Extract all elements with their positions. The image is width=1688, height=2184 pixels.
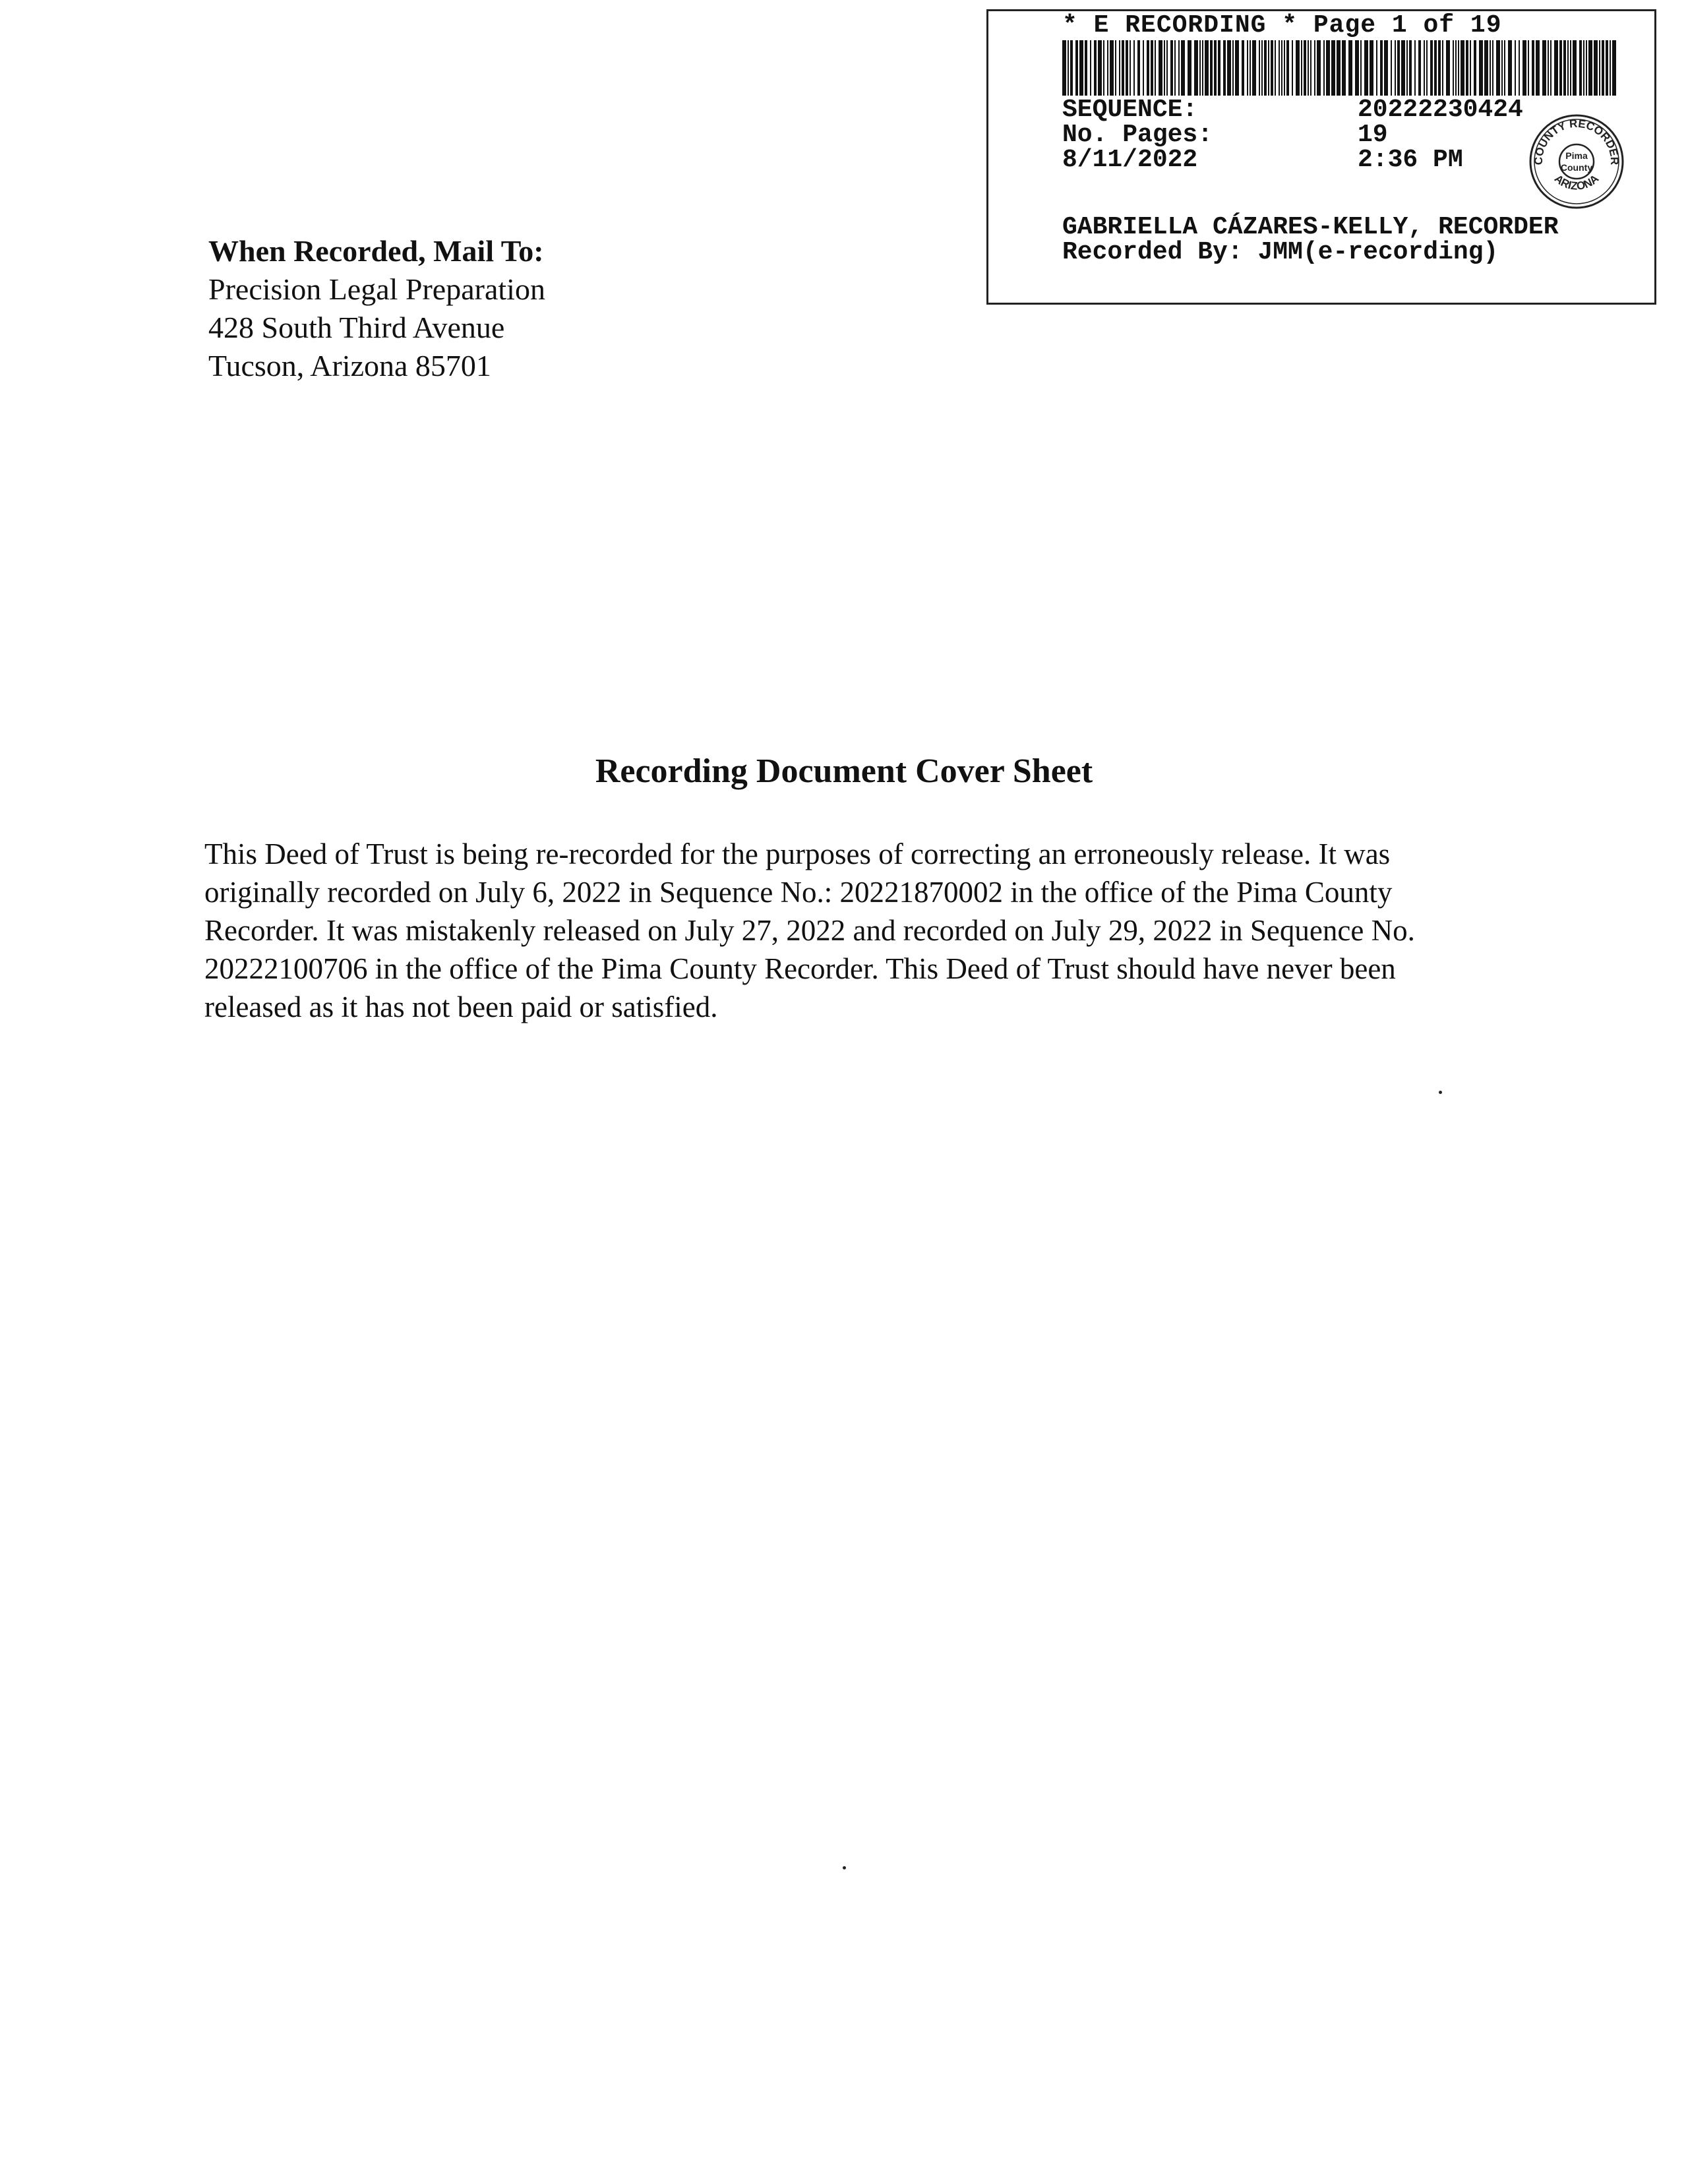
barcode-bar [1484, 40, 1488, 96]
barcode-bar [1218, 40, 1221, 96]
record-time: 2:36 PM [1358, 146, 1463, 174]
barcode-bar [1384, 40, 1388, 96]
barcode-bar [1434, 40, 1437, 96]
barcode-bar [1232, 40, 1234, 96]
barcode-bar [1606, 40, 1608, 96]
barcode-bar [1426, 40, 1428, 96]
barcode-bar [1612, 40, 1616, 96]
barcode-bar [1281, 40, 1282, 96]
recorded-by: Recorded By: JMM(e-recording) [1062, 238, 1499, 266]
barcode-bar [1170, 40, 1173, 96]
county-seal-icon [1528, 113, 1625, 210]
barcode-bar [1376, 40, 1377, 96]
barcode-bar [1455, 40, 1457, 96]
barcode-bar [1522, 40, 1526, 96]
seal-center-bottom: County [1560, 162, 1593, 173]
barcode-bar [1424, 40, 1425, 96]
mail-to-line2: 428 South Third Avenue [208, 311, 505, 344]
barcode-bar [1174, 40, 1176, 96]
barcode-bar [1492, 40, 1493, 96]
barcode-bar [1573, 40, 1577, 96]
barcode-bar [1504, 40, 1505, 96]
barcode-bar [1235, 40, 1239, 96]
document-body: This Deed of Trust is being re-recorded for the purposes of correcting an erroneously release. It was originally recorded on July 6, 2022 in Sequence No.: 20221870002 in the office of the Pima County Recorder. It was mistakenly released on July 27, 2022 and recorded on July 29, 2022 in Sequence No. 20222100706 in the office of the Pima County Recorder. This Deed of Trust should have never been released as it has not been paid or satisfied. [204, 837, 1415, 1023]
barcode-bar [1355, 40, 1359, 96]
barcode-bar [1474, 40, 1476, 96]
barcode-bar [1271, 40, 1273, 96]
barcode-bar [1550, 40, 1552, 96]
barcode-bar [1323, 40, 1325, 96]
barcode-bar [1199, 40, 1201, 96]
barcode-bar [1508, 40, 1512, 96]
barcode-bar [1438, 40, 1441, 96]
barcode-bar [1496, 40, 1500, 96]
barcode-bar [1310, 40, 1311, 96]
barcode-bar [1563, 40, 1566, 96]
barcode-bar [1570, 40, 1571, 96]
barcode-bar [1515, 40, 1516, 96]
barcode-bar [1070, 40, 1073, 96]
barcode-bar [1115, 40, 1116, 96]
barcode-bar [1317, 40, 1321, 96]
barcode-bar [1133, 40, 1135, 96]
barcode-bar [1296, 40, 1300, 96]
barcode-bar [1261, 40, 1263, 96]
barcode-bar [1588, 40, 1592, 96]
barcode-bar [1301, 40, 1302, 96]
stray-mark [843, 1866, 846, 1869]
barcode-bar [1370, 40, 1373, 96]
barcode-bar [1348, 40, 1352, 96]
barcode-bar [1143, 40, 1144, 96]
barcode-bar [1418, 40, 1421, 96]
barcode-bar [1536, 40, 1540, 96]
barcode-bar [1337, 40, 1341, 96]
barcode-bar [1602, 40, 1604, 96]
pages-label: No. Pages: [1062, 121, 1213, 149]
barcode-bar [1202, 40, 1203, 96]
seal-outer-text: COUNTY RECORDER [1532, 117, 1621, 166]
barcode-bar [1147, 40, 1149, 96]
barcode-bar [1178, 40, 1180, 96]
barcode-bar [1103, 40, 1104, 96]
barcode-bar [1286, 40, 1289, 96]
barcode-bar [1107, 40, 1108, 96]
barcode-bar [1223, 40, 1226, 96]
pages-value: 19 [1358, 121, 1388, 149]
barcode-bar [1119, 40, 1120, 96]
barcode-bar [1414, 40, 1416, 96]
barcode-bar [1380, 40, 1383, 96]
record-date: 8/11/2022 [1062, 146, 1198, 174]
barcode-bar [1090, 40, 1091, 96]
barcode-bar [1397, 40, 1400, 96]
barcode-bar [1610, 40, 1611, 96]
recorder-name: GABRIELLA CÁZARES-KELLY, RECORDER [1062, 213, 1559, 241]
barcode-bar [1247, 40, 1248, 96]
barcode-bar [1554, 40, 1558, 96]
barcode-bar [1188, 40, 1191, 96]
recording-stamp [986, 9, 1656, 305]
barcode-bar [1409, 40, 1412, 96]
barcode-bar [1453, 40, 1454, 96]
barcode-bar [1227, 40, 1231, 96]
barcode-bar [1292, 40, 1293, 96]
barcode-bar [1542, 40, 1546, 96]
barcode-bar [1259, 40, 1260, 96]
barcode-bar [1181, 40, 1185, 96]
barcode-bar [1252, 40, 1256, 96]
sequence-label: SEQUENCE: [1062, 96, 1198, 124]
barcode-bar [1326, 40, 1330, 96]
document-title: Recording Document Cover Sheet [595, 752, 1093, 790]
barcode-bar [1594, 40, 1598, 96]
barcode-bar [1583, 40, 1584, 96]
barcode-bar [1126, 40, 1128, 96]
barcode-bar [1479, 40, 1483, 96]
barcode-bar [1275, 40, 1276, 96]
barcode-bar [1470, 40, 1471, 96]
barcode-bar [1194, 40, 1198, 96]
barcode-bar [1159, 40, 1162, 96]
barcode-bar [1446, 40, 1450, 96]
barcode-bar [1308, 40, 1309, 96]
mail-to-block [208, 232, 545, 385]
mail-to-line1: Precision Legal Preparation [208, 272, 545, 306]
barcode-bar [1137, 40, 1140, 96]
barcode-bar [1501, 40, 1503, 96]
barcode-bar [1360, 40, 1362, 96]
barcode-bar [1406, 40, 1408, 96]
sequence-value: 20222230424 [1358, 96, 1523, 124]
barcode-bar [1395, 40, 1396, 96]
barcode-bar [1490, 40, 1491, 96]
barcode-bar [1430, 40, 1433, 96]
barcode-bar [1130, 40, 1131, 96]
barcode-bar [1442, 40, 1443, 96]
barcode-bar [1342, 40, 1346, 96]
barcode-bar [1098, 40, 1102, 96]
barcode-bar [1166, 40, 1168, 96]
barcode-bar [1164, 40, 1165, 96]
barcode-bar [1110, 40, 1114, 96]
barcode-bar [1304, 40, 1306, 96]
barcode-bar [1155, 40, 1156, 96]
barcode-bar [1391, 40, 1392, 96]
barcode-bar [1559, 40, 1562, 96]
seal-bottom-text: ARIZONA [1552, 172, 1602, 193]
barcode-bar [1567, 40, 1569, 96]
barcode-bar [1364, 40, 1368, 96]
barcode-bar [1279, 40, 1280, 96]
barcode-bar [1331, 40, 1335, 96]
barcode-bar [1466, 40, 1468, 96]
barcode-bar [1210, 40, 1213, 96]
stray-mark [1439, 1091, 1442, 1094]
barcode-bar [1242, 40, 1244, 96]
barcode-bar [1401, 40, 1405, 96]
barcode-bar [1250, 40, 1251, 96]
barcode-bar [1062, 40, 1066, 96]
barcode-bar [1284, 40, 1285, 96]
barcode-bar [1519, 40, 1520, 96]
barcode-bar [1461, 40, 1464, 96]
stamp-header: * E RECORDING * Page 1 of 19 [1062, 11, 1502, 40]
barcode-bar [1214, 40, 1217, 96]
barcode-bar [1599, 40, 1600, 96]
seal-center-top: Pima [1565, 150, 1588, 161]
barcode-bar [1085, 40, 1087, 96]
barcode-bar [1314, 40, 1315, 96]
barcode-bar [1458, 40, 1459, 96]
barcode-bar [1532, 40, 1534, 96]
svg-text:ARIZONA [1552, 172, 1602, 193]
barcode-bar [1075, 40, 1078, 96]
mail-to-label: When Recorded, Mail To: [208, 234, 544, 268]
barcode-bar [1579, 40, 1582, 96]
barcode-bar [1528, 40, 1529, 96]
barcode-bar [1079, 40, 1083, 96]
barcode-bar [1094, 40, 1097, 96]
barcode-bar [1586, 40, 1587, 96]
barcode-bar [1205, 40, 1209, 96]
barcode-bar [1122, 40, 1124, 96]
barcode-bar [1268, 40, 1269, 96]
barcode-bar [1068, 40, 1069, 96]
barcode-bar [1548, 40, 1549, 96]
barcode [1062, 40, 1617, 96]
barcode-bar [1264, 40, 1267, 96]
mail-to-line3: Tucson, Arizona 85701 [208, 349, 491, 382]
barcode-bar [1151, 40, 1153, 96]
